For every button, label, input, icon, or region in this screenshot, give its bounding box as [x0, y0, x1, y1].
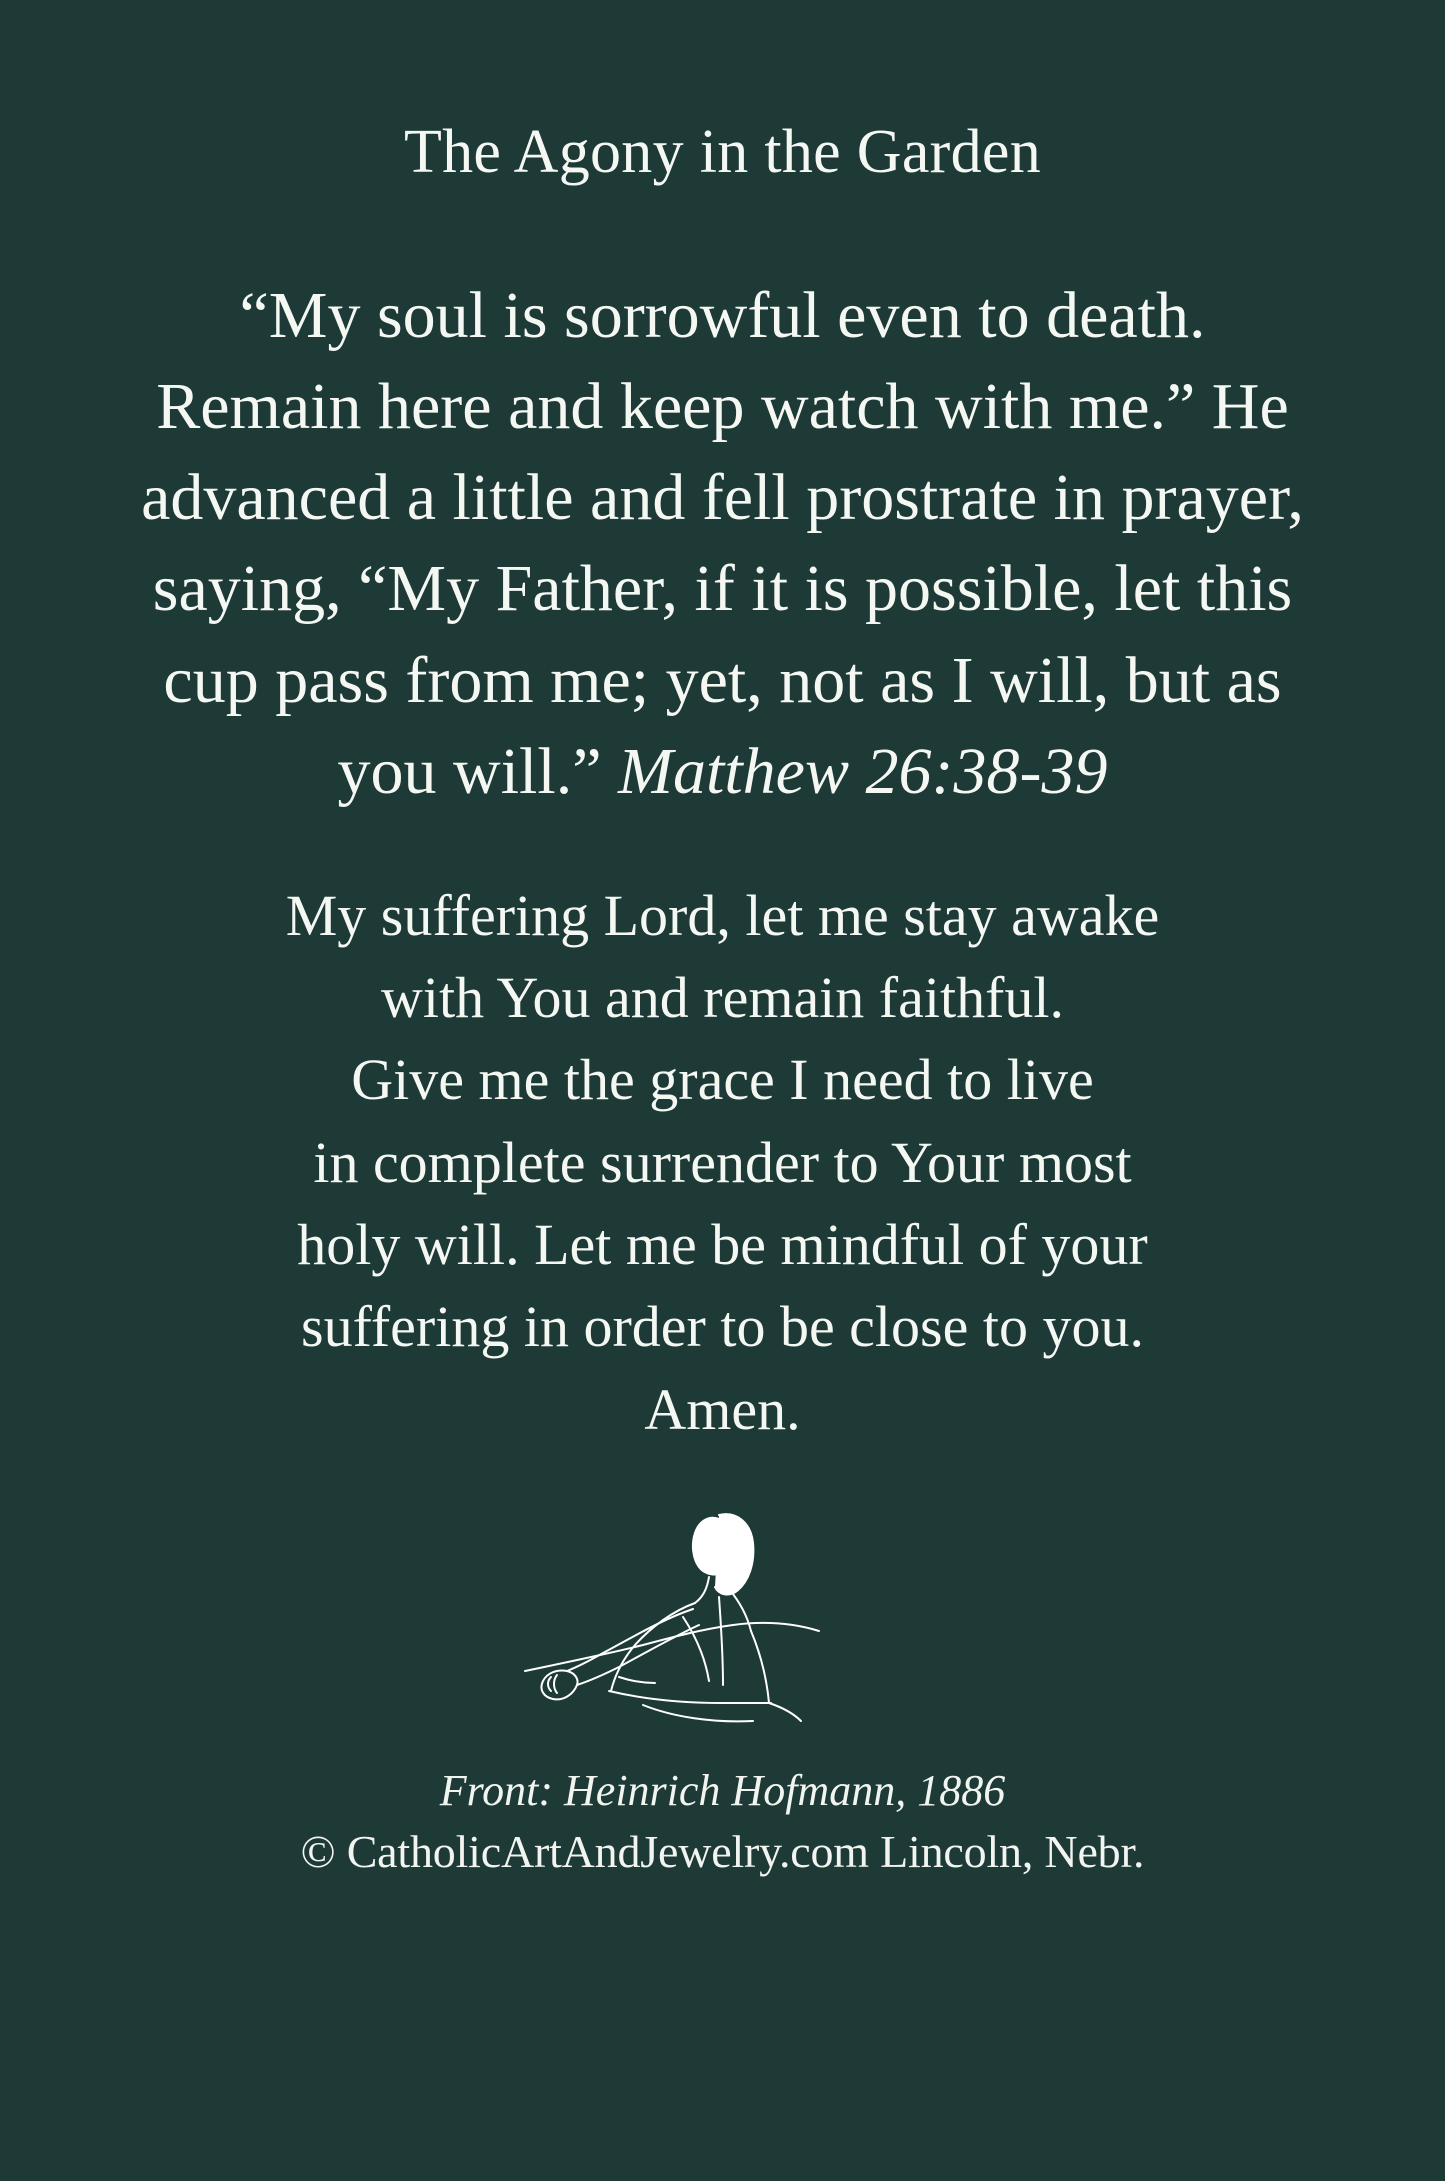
credit-front: Front: Heinrich Hofmann, 1886	[439, 1766, 1006, 1816]
credits	[103, 1761, 1343, 1882]
prayer-line: with You and remain faithful.	[380, 965, 1065, 1031]
credit-copyright: © CatholicArtAndJewelry.com Lincoln, Nebr.	[300, 1825, 1145, 1877]
page-title: The Agony in the Garden	[403, 118, 1042, 186]
scripture-text: “My soul is sorrowful even to death. Remain here and keep watch with me.” He advanced a little and fell prostrate in prayer, saying, “My Father, if it is possible, let this cup pass from me; yet, not as I will, but as you will.”	[141, 279, 1304, 808]
scripture-reference: Matthew 26:38-39	[618, 734, 1108, 808]
prayer-text	[93, 875, 1353, 1452]
prayer-line: holy will. Let me be mindful of your	[297, 1212, 1148, 1278]
prayer-line: suffering in order to be close to you.	[301, 1294, 1144, 1360]
prayer-line: in complete surrender to Your most	[313, 1129, 1132, 1195]
scripture-passage	[133, 270, 1313, 816]
praying-figure-icon	[513, 1485, 933, 1735]
prayer-line: Give me the grace I need to live	[351, 1047, 1094, 1113]
prayer-line: My suffering Lord, let me stay awake	[285, 882, 1160, 948]
prayer-line: Amen.	[644, 1376, 801, 1442]
